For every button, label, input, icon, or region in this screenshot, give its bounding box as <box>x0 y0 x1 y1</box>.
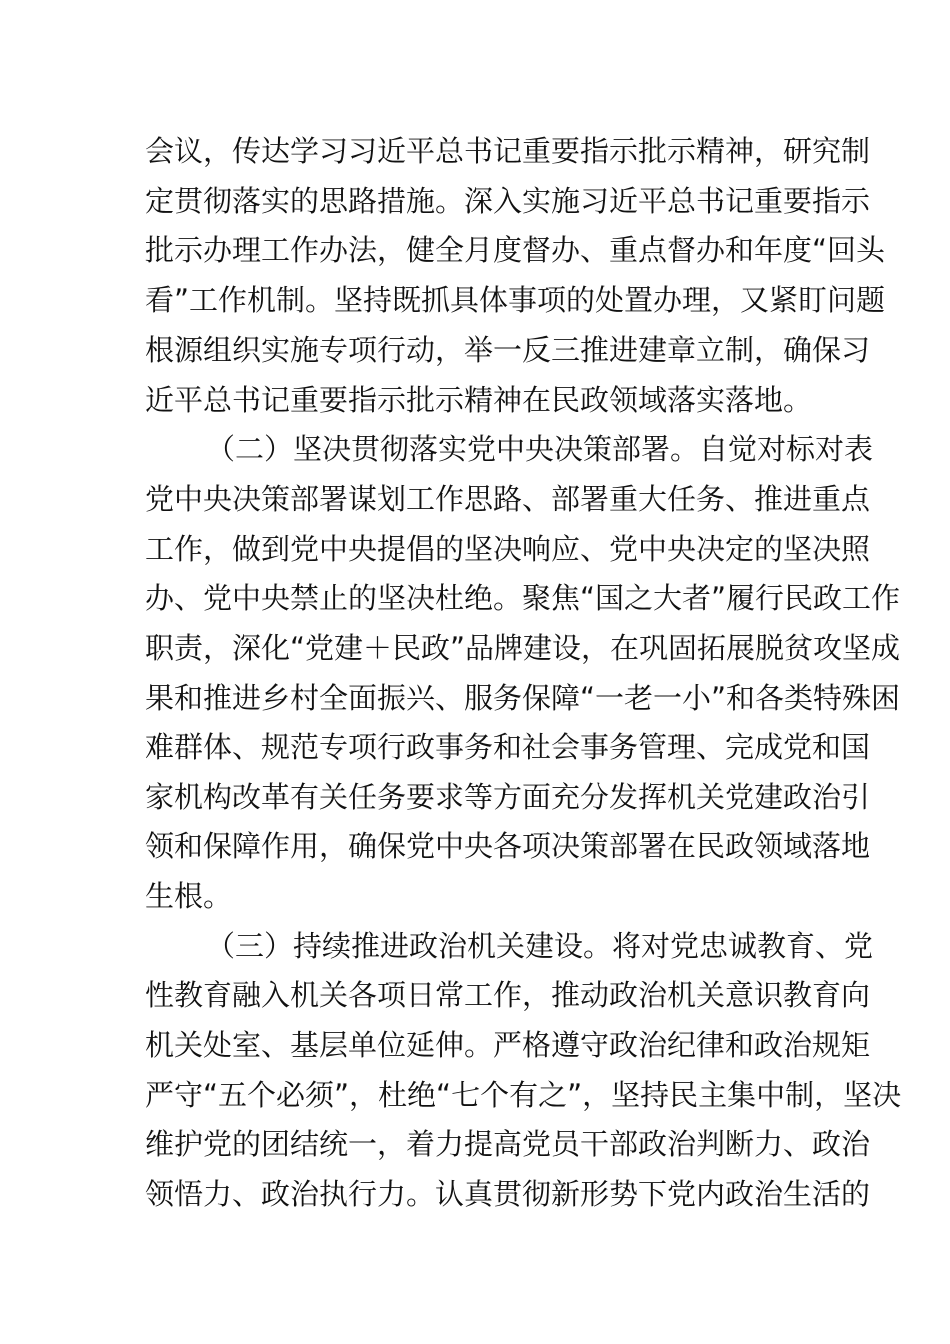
text-line-10: 办、党中央禁止的坚决杜绝。聚焦“国之大者”履行民政工作 <box>145 581 901 615</box>
text-line-8: 党中央决策部署谋划工作思路、部署重大任务、推进重点 <box>145 482 871 516</box>
text-line-11: 职责，深化“党建＋民政”品牌建设，在巩固拓展脱贫攻坚成 <box>145 631 901 665</box>
text-line-6: 近平总书记重要指示批示精神在民政领域落实落地。 <box>145 383 813 417</box>
text-line-19: 机关处室、基层单位延伸。严格遵守政治纪律和政治规矩 <box>145 1028 871 1062</box>
text-line-1: 会议，传达学习习近平总书记重要指示批示精神，研究制 <box>145 134 871 168</box>
text-line-20: 严守“五个必须”，杜绝“七个有之”，坚持民主集中制，坚决 <box>145 1078 902 1112</box>
text-line-12: 果和推进乡村全面振兴、服务保障“一老一小”和各类特殊困 <box>145 681 901 715</box>
section-heading-3: （三）持续推进政治机关建设。将对党忠诚教育、党 <box>206 929 874 963</box>
text-line-9: 工作，做到党中央提倡的坚决响应、党中央决定的坚决照 <box>145 532 871 566</box>
text-line-2: 定贯彻落实的思路措施。深入实施习近平总书记重要指示 <box>145 184 871 218</box>
text-line-16: 生根。 <box>145 879 233 913</box>
text-line-18: 性教育融入机关各项日常工作，推动政治机关意识教育向 <box>145 978 871 1012</box>
section-heading-2: （二）坚决贯彻落实党中央决策部署。自觉对标对表 <box>206 432 874 466</box>
text-line-3: 批示办理工作办法，健全月度督办、重点督办和年度“回头 <box>145 233 886 267</box>
text-line-4: 看”工作机制。坚持既抓具体事项的处置办理，又紧盯问题 <box>145 283 886 317</box>
text-line-13: 难群体、规范专项行政事务和社会事务管理、完成党和国 <box>145 730 871 764</box>
text-line-14: 家机构改革有关任务要求等方面充分发挥机关党建政治引 <box>145 780 871 814</box>
text-line-15: 领和保障作用，确保党中央各项决策部署在民政领域落地 <box>145 829 871 863</box>
text-line-21: 维护党的团结统一，着力提高党员干部政治判断力、政治 <box>145 1127 871 1161</box>
text-line-5: 根源组织实施专项行动，举一反三推进建章立制，确保习 <box>145 333 871 367</box>
text-line-22: 领悟力、政治执行力。认真贯彻新形势下党内政治生活的 <box>145 1177 871 1211</box>
